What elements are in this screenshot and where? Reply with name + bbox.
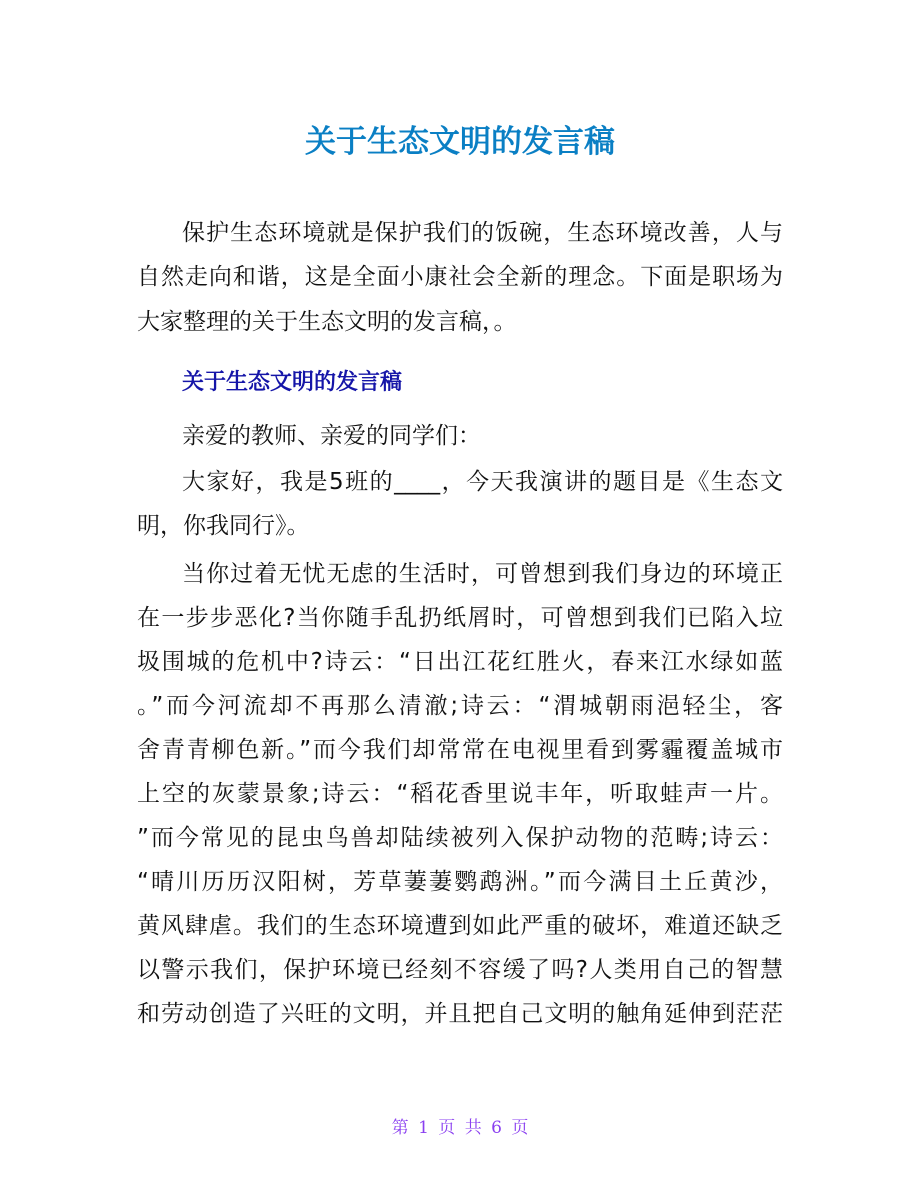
document-title: 关于生态文明的发言稿	[305, 124, 615, 160]
page-footer: 第 1 页 共 6 页	[391, 1118, 529, 1138]
para-line: “晴川历历汉阳树，芳草萋萋鹦鹉洲。”而今满目土丘黄沙，	[137, 869, 783, 895]
greeting: 亲爱的教师、亲爱的同学们：	[182, 423, 481, 449]
para-line: 大家好，我是5班的____，今天我演讲的题目是《生态文	[182, 469, 783, 495]
intro-line: 保护生态环境就是保护我们的饭碗，生态环境改善，人与	[182, 220, 783, 246]
intro-line: 大家整理的关于生态文明的发言稿，。	[137, 309, 517, 335]
para-line: 黄风肆虐。我们的生态环境遭到如此严重的破坏，难道还缺乏	[137, 913, 783, 939]
para-line: 舍青青柳色新。”而今我们却常常在电视里看到雾霾覆盖城市	[137, 737, 783, 763]
para-line: 和劳动创造了兴旺的文明，并且把自己文明的触角延伸到茫茫	[137, 1001, 783, 1027]
para-line: 当你过着无忧无虑的生活时，可曾想到我们身边的环境正	[182, 561, 783, 587]
para-line: 以警示我们，保护环境已经刻不容缓了吗?人类用自己的智慧	[137, 957, 783, 983]
para-line: 圾围城的危机中?诗云：“日出江花红胜火，春来江水绿如蓝	[137, 649, 783, 675]
intro-line: 自然走向和谐，这是全面小康社会全新的理念。下面是职场为	[137, 264, 783, 290]
para-line: 。”而今河流却不再那么清澈;诗云：“渭城朝雨浥轻尘，客	[137, 693, 783, 719]
para-line: 在一步步恶化?当你随手乱扔纸屑时，可曾想到我们已陷入垃	[137, 605, 783, 631]
para-line: 上空的灰蒙景象;诗云：“稻花香里说丰年，听取蛙声一片。	[137, 781, 783, 807]
para-line: 明，你我同行》。	[137, 513, 310, 539]
para-line: ”而今常见的昆虫鸟兽却陆续被列入保护动物的范畴;诗云：	[137, 825, 783, 851]
section-heading: 关于生态文明的发言稿	[182, 370, 403, 395]
